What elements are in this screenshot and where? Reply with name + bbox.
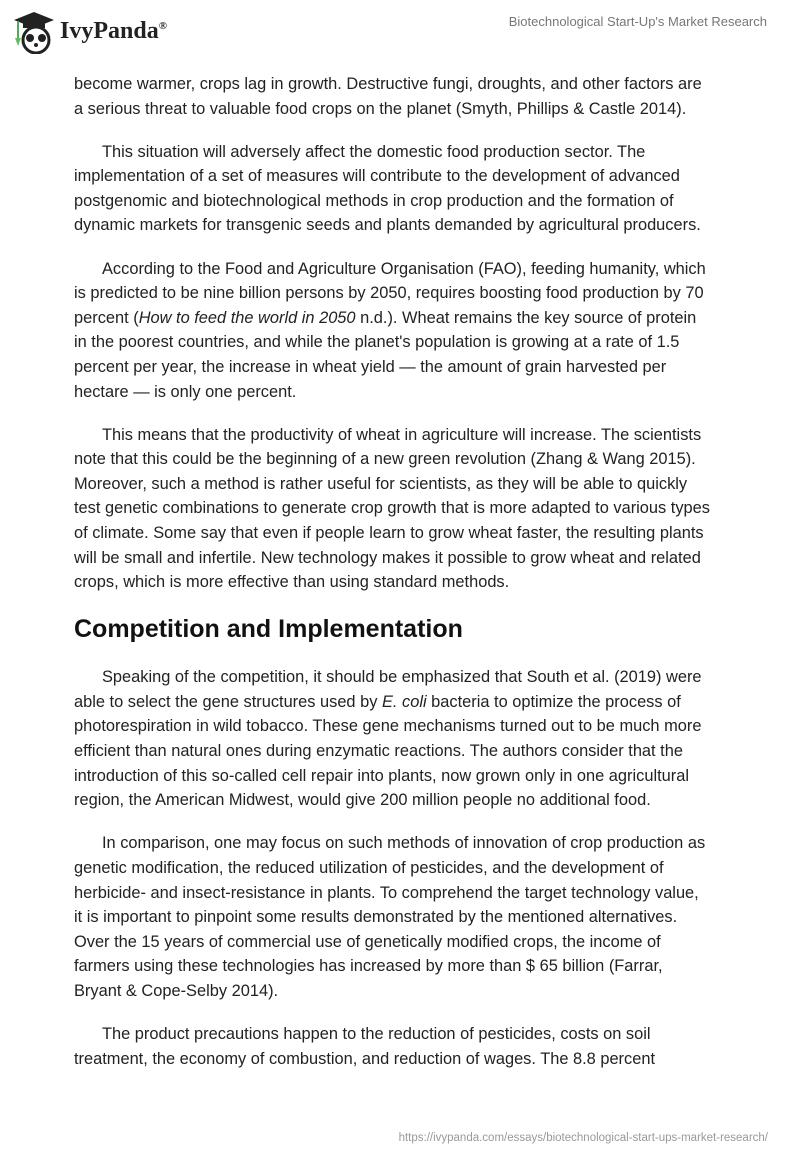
text-line bbox=[74, 905, 734, 930]
paragraph bbox=[74, 1022, 734, 1071]
paragraph bbox=[74, 831, 734, 1003]
text-line bbox=[74, 330, 734, 355]
text: farmers using these technologies has increased by more than $ 65 billion (Farrar, bbox=[74, 957, 663, 976]
text-line bbox=[74, 1047, 734, 1072]
text: Speaking of the competition, it should be emphasized that South et al. (2019) were bbox=[102, 668, 702, 687]
text-line bbox=[74, 690, 734, 715]
text: become warmer, crops lag in growth. Destructive fungi, droughts, and other factors are bbox=[74, 75, 702, 93]
text: postgenomic and biotechnological methods in crop production and the formation of bbox=[74, 191, 674, 210]
paragraph bbox=[74, 257, 734, 405]
text: percent per year, the increase in wheat yield — the amount of grain harvested per bbox=[74, 357, 667, 376]
text-line bbox=[74, 380, 734, 405]
text-line bbox=[74, 472, 734, 497]
logo-text: IvyPanda® bbox=[60, 17, 167, 44]
text-line bbox=[74, 546, 734, 571]
text: implementation of a set of measures will contribute to the development of advanced bbox=[74, 167, 680, 186]
text-line bbox=[74, 281, 734, 306]
text-line bbox=[74, 213, 734, 238]
text: photorespiration in wild tobacco. These gene mechanisms turned out to be much more bbox=[74, 717, 702, 736]
text: treatment, the economy of combustion, and reduction of wages. The 8.8 percent bbox=[74, 1049, 655, 1068]
page-url: https://ivypanda.com/essays/biotechnological-start-ups-market-research/ bbox=[398, 1132, 768, 1144]
text: it is important to pinpoint some results demonstrated by the mentioned alternatives. bbox=[74, 908, 678, 927]
header bbox=[0, 0, 800, 60]
text-line bbox=[74, 979, 734, 1004]
text: Moreover, such a method is rather useful for scientists, as they will be able to quickly bbox=[74, 474, 688, 493]
text-line bbox=[74, 788, 734, 813]
text: a serious threat to valuable food crops on the planet (Smyth, Phillips & Castle 2014). bbox=[74, 99, 687, 118]
text: able to select the gene structures used by bbox=[74, 692, 382, 711]
text: n.d.). Wheat remains the key source of protein bbox=[355, 308, 697, 327]
text: Bryant & Cope-Selby 2014). bbox=[74, 981, 279, 1000]
text-line bbox=[74, 164, 734, 189]
text: region, the American Midwest, would give 200 million people no additional food. bbox=[74, 791, 651, 810]
text: percent ( bbox=[74, 308, 139, 327]
text: herbicide- and insect-resistance in plants. To comprehend the target technology value, bbox=[74, 883, 699, 902]
paragraph bbox=[74, 72, 734, 121]
text: in the poorest countries, and while the planet's population is growing at a rate of 1.5 bbox=[74, 333, 680, 352]
text: of climate. Some say that even if people learn to grow wheat faster, the resulting plants bbox=[74, 524, 704, 542]
text-line bbox=[74, 930, 734, 955]
text-line bbox=[74, 140, 734, 165]
text: According to the Food and Agriculture Organisation (FAO), feeding humanity, which bbox=[102, 259, 706, 278]
text-line bbox=[74, 1022, 734, 1047]
text-line bbox=[74, 447, 734, 472]
text-line bbox=[74, 881, 734, 906]
text-line bbox=[74, 97, 734, 122]
italic-text: E. coli bbox=[381, 692, 427, 711]
text-line bbox=[74, 355, 734, 380]
text: note that this could be the beginning of a new green revolution (Zhang & Wang 2015). bbox=[74, 450, 696, 469]
text-line bbox=[74, 189, 734, 214]
italic-text: How to feed the world in 2050 bbox=[138, 308, 356, 327]
text-line bbox=[74, 954, 734, 979]
text: test genetic combinations to generate crop growth that is more adapted to various types bbox=[74, 499, 710, 518]
paragraph bbox=[74, 665, 734, 813]
document-title: Biotechnological Start-Up's Market Research bbox=[508, 14, 767, 29]
text-line bbox=[74, 570, 734, 595]
text: hectare — is only one percent. bbox=[74, 382, 297, 401]
panda-logo-icon bbox=[12, 8, 56, 54]
text: The product precautions happen to the reduction of pesticides, costs on soil bbox=[102, 1025, 651, 1043]
text: bacteria to optimize the process of bbox=[426, 692, 681, 711]
text: will be small and infertile. New technology makes it possible to grow wheat and related bbox=[74, 548, 701, 567]
article-body bbox=[74, 72, 734, 1090]
text: This situation will adversely affect the domestic food production sector. The bbox=[102, 142, 646, 161]
text: genetic modification, the reduced utilization of pesticides, and the development of bbox=[74, 858, 664, 877]
text-line bbox=[74, 739, 734, 764]
text: dynamic markets for transgenic seeds and plants demanded by agricultural producers. bbox=[74, 216, 701, 235]
text: introduction of this so-called cell repair into plants, now grown only in one agricultural bbox=[74, 766, 689, 785]
text-line bbox=[74, 306, 734, 331]
paragraph bbox=[74, 423, 734, 595]
section-heading: Competition and Implementation bbox=[74, 615, 463, 644]
text-line bbox=[74, 257, 734, 282]
text-line bbox=[74, 764, 734, 789]
text-line bbox=[74, 423, 734, 448]
text-line bbox=[74, 714, 734, 739]
text: efficient than natural ones during enzymatic reactions. The authors consider that the bbox=[74, 742, 683, 761]
logo[interactable] bbox=[12, 8, 167, 54]
text-line bbox=[74, 665, 734, 690]
text: This means that the productivity of wheat in agriculture will increase. The scientists bbox=[102, 425, 702, 444]
text-line bbox=[74, 831, 734, 856]
text-line bbox=[74, 521, 734, 546]
text-line bbox=[74, 72, 734, 97]
text: In comparison, one may focus on such methods of innovation of crop production as bbox=[102, 834, 706, 853]
text-line bbox=[74, 856, 734, 881]
text-line bbox=[74, 496, 734, 521]
text: Over the 15 years of commercial use of genetically modified crops, the income of bbox=[74, 932, 661, 951]
paragraph bbox=[74, 140, 734, 238]
text: is predicted to be nine billion persons by 2050, requires boosting food production by 70 bbox=[74, 284, 704, 303]
text: crops, which is more effective than using standard methods. bbox=[74, 573, 510, 592]
